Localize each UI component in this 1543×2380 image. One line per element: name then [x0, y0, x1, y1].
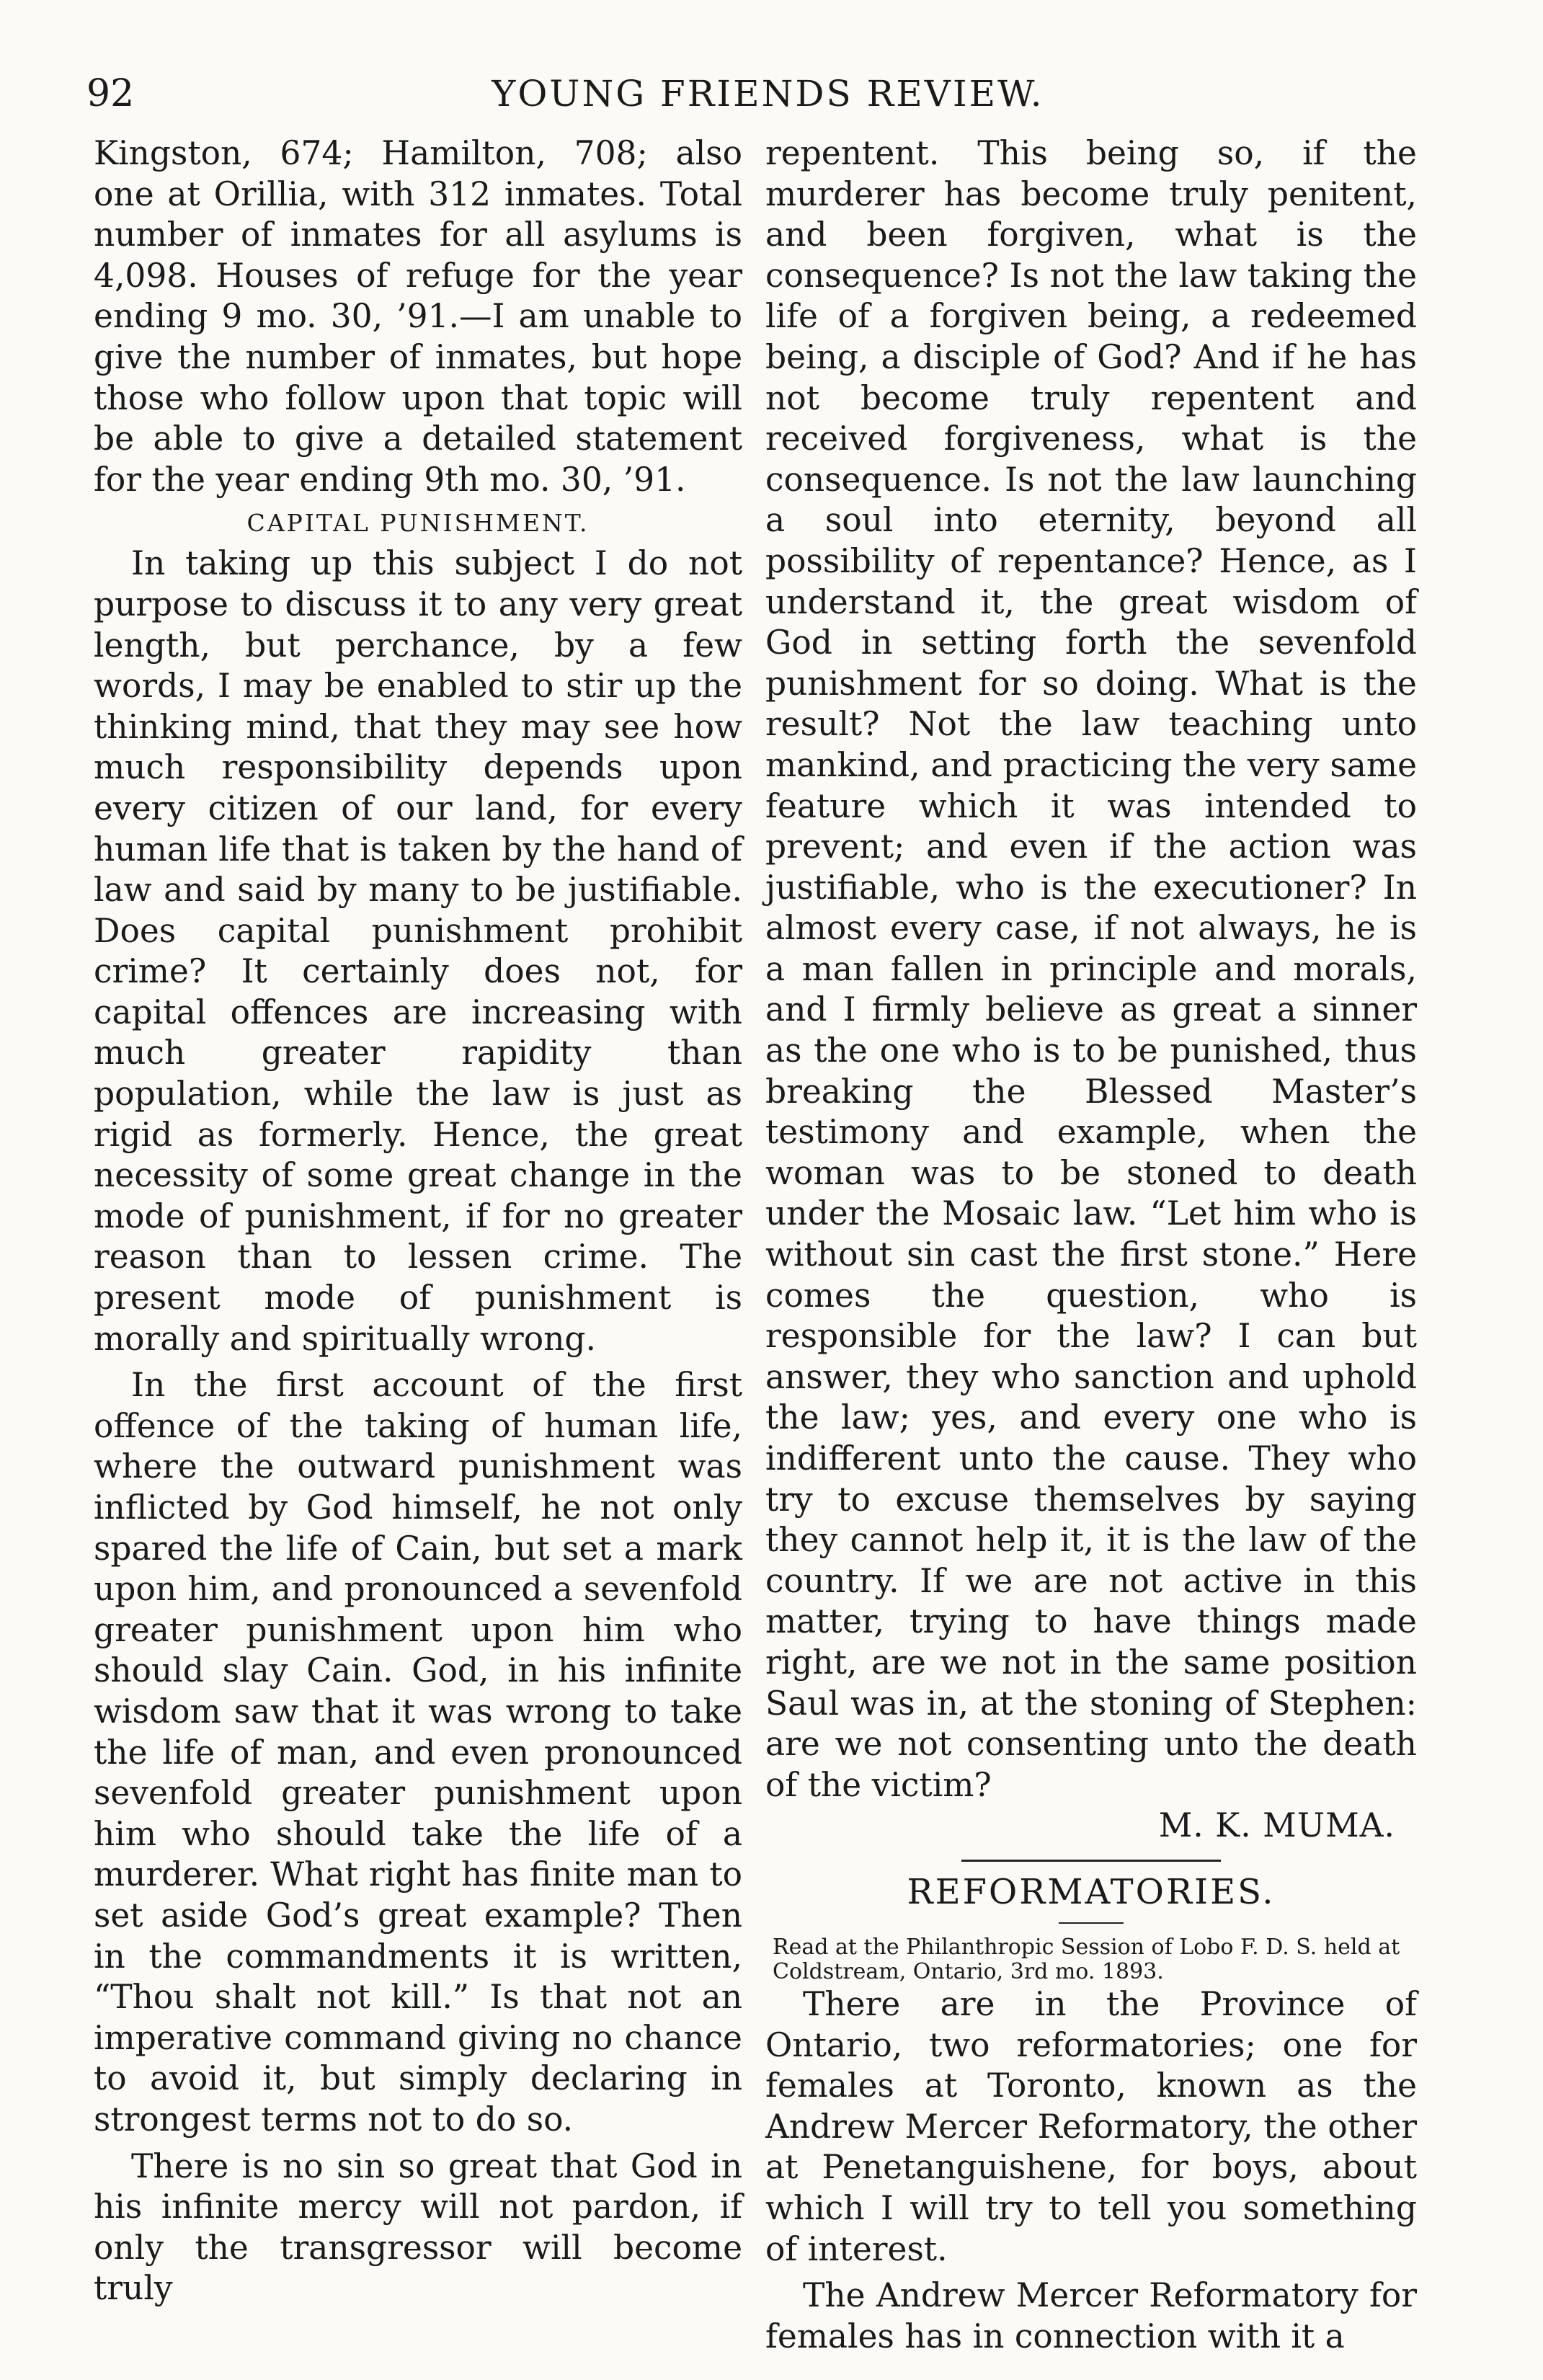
left-paragraph-1: Kingston, 674; Hamilton, 708; also one at Orillia, with 312 inmates. Total number of inmates for all asylums is 4,098. Houses of refuge for the year ending 9 mo. 30, ’91.—I am unable to give the number of inmates, but hope those who follow upon that topic will be able to give a detailed statement for the year ending 9th mo. 30, ’91. — [94, 134, 742, 499]
capital-punishment-heading: CAPITAL PUNISHMENT. — [246, 509, 590, 538]
right-paragraph-2: There are in the Province of Ontario, two reformatories; one for females at Toronto, known as the Andrew Mercer Reformatory, the other at Penetanguishene, for boys, about which I will try to tell you something of interest. — [765, 1984, 1417, 2268]
page-number: 92 — [86, 72, 135, 115]
left-paragraph-4: There is no sin so great that God in his infinite mercy will not pardon, if only the transgressor will become truly — [94, 2146, 742, 2308]
session-note: Read at the Philanthropic Session of Lobo F. D. S. held at Coldstream, Ontario, 3rd mo. 1893. — [773, 1934, 1400, 1984]
right-paragraph-1: repentent. This being so, if the murderer has become truly penitent, and been forgiven, what is the consequence? Is not the law taking the life of a forgiven being, a redeemed being, a disciple of God? And if he has not become truly repentent and received forgiveness, what is the consequence. Is not the law launching a soul into eternity, beyond all possibility of repentance? Hence, as I understand it, the great wisdom of God in setting forth the sevenfold punishment for so doing. What is the result? Not the law teaching unto mankind, and practicing the very same feature which it was intended to prevent; and even if the action was justifiable, who is the executioner? In almost every case, if not always, he is a man fallen in principle and morals, and I firmly believe as great a sinner as the one who is to be punished, thus breaking the Blessed Master’s testimony and example, when the woman was to be stoned to death under the Mosaic law. “Let him who is without sin cast the first stone.” Here comes the question, who is responsible for the law? I can but answer, they who sanction and uphold the law; yes, and every one who is indifferent unto the cause. They who try to excuse themselves by saying they cannot help it, it is the law of the country. If we are not active in this matter, trying to have things made right, are we not in the same position Saul was in, at the stoning of Stephen: are we not consenting unto the death of the victim? — [765, 134, 1417, 1804]
page-header — [86, 65, 1449, 123]
right-paragraph-3: The Andrew Mercer Reformatory for females has in connection with it a — [765, 2276, 1417, 2355]
reformatories-heading: REFORMATORIES. — [907, 1871, 1276, 1912]
author-signature: M. K. MUMA. — [1158, 1806, 1395, 1845]
left-column — [94, 133, 742, 2309]
left-paragraph-2: In taking up this subject I do not purpose to discuss it to any very great length, but perchance, by a few words, I may be enabled to stir up the thinking mind, that they may see how much responsibility depends upon every citizen of our land, for every human life that is taken by the hand of law and said by many to be justifiable. Does capital punishment prohibit crime? It certainly does not, for capital offences are increasing with much greater rapidity than population, while the law is just as rigid as formerly. Hence, the great necessity of some great change in the mode of punishment, if for no greater reason than to lessen crime. The present mode of punishment is morally and spiritually wrong. — [94, 544, 742, 1358]
section-divider — [961, 1860, 1221, 1862]
running-head: YOUNG FRIENDS REVIEW. — [492, 73, 1044, 115]
heading-underline — [1059, 1922, 1124, 1924]
left-paragraph-3: In the first account of the first offence of the taking of human life, where the outward punishment was inflicted by God himself, he not only spared the life of Cain, but set a mark upon him, and pronounced a sevenfold greater punishment upon him who should slay Cain. God, in his infinite wisdom saw that it was wrong to take the life of man, and even pronounced sevenfold greater punishment upon him who should take the life of a murderer. What right has finite man to set aside God’s great example? Then in the commandments it is written, “Thou shalt not kill.” Is that not an imperative command giving no chance to avoid it, but simply declaring in strongest terms not to do so. — [94, 1366, 742, 2139]
right-column — [765, 133, 1417, 2357]
